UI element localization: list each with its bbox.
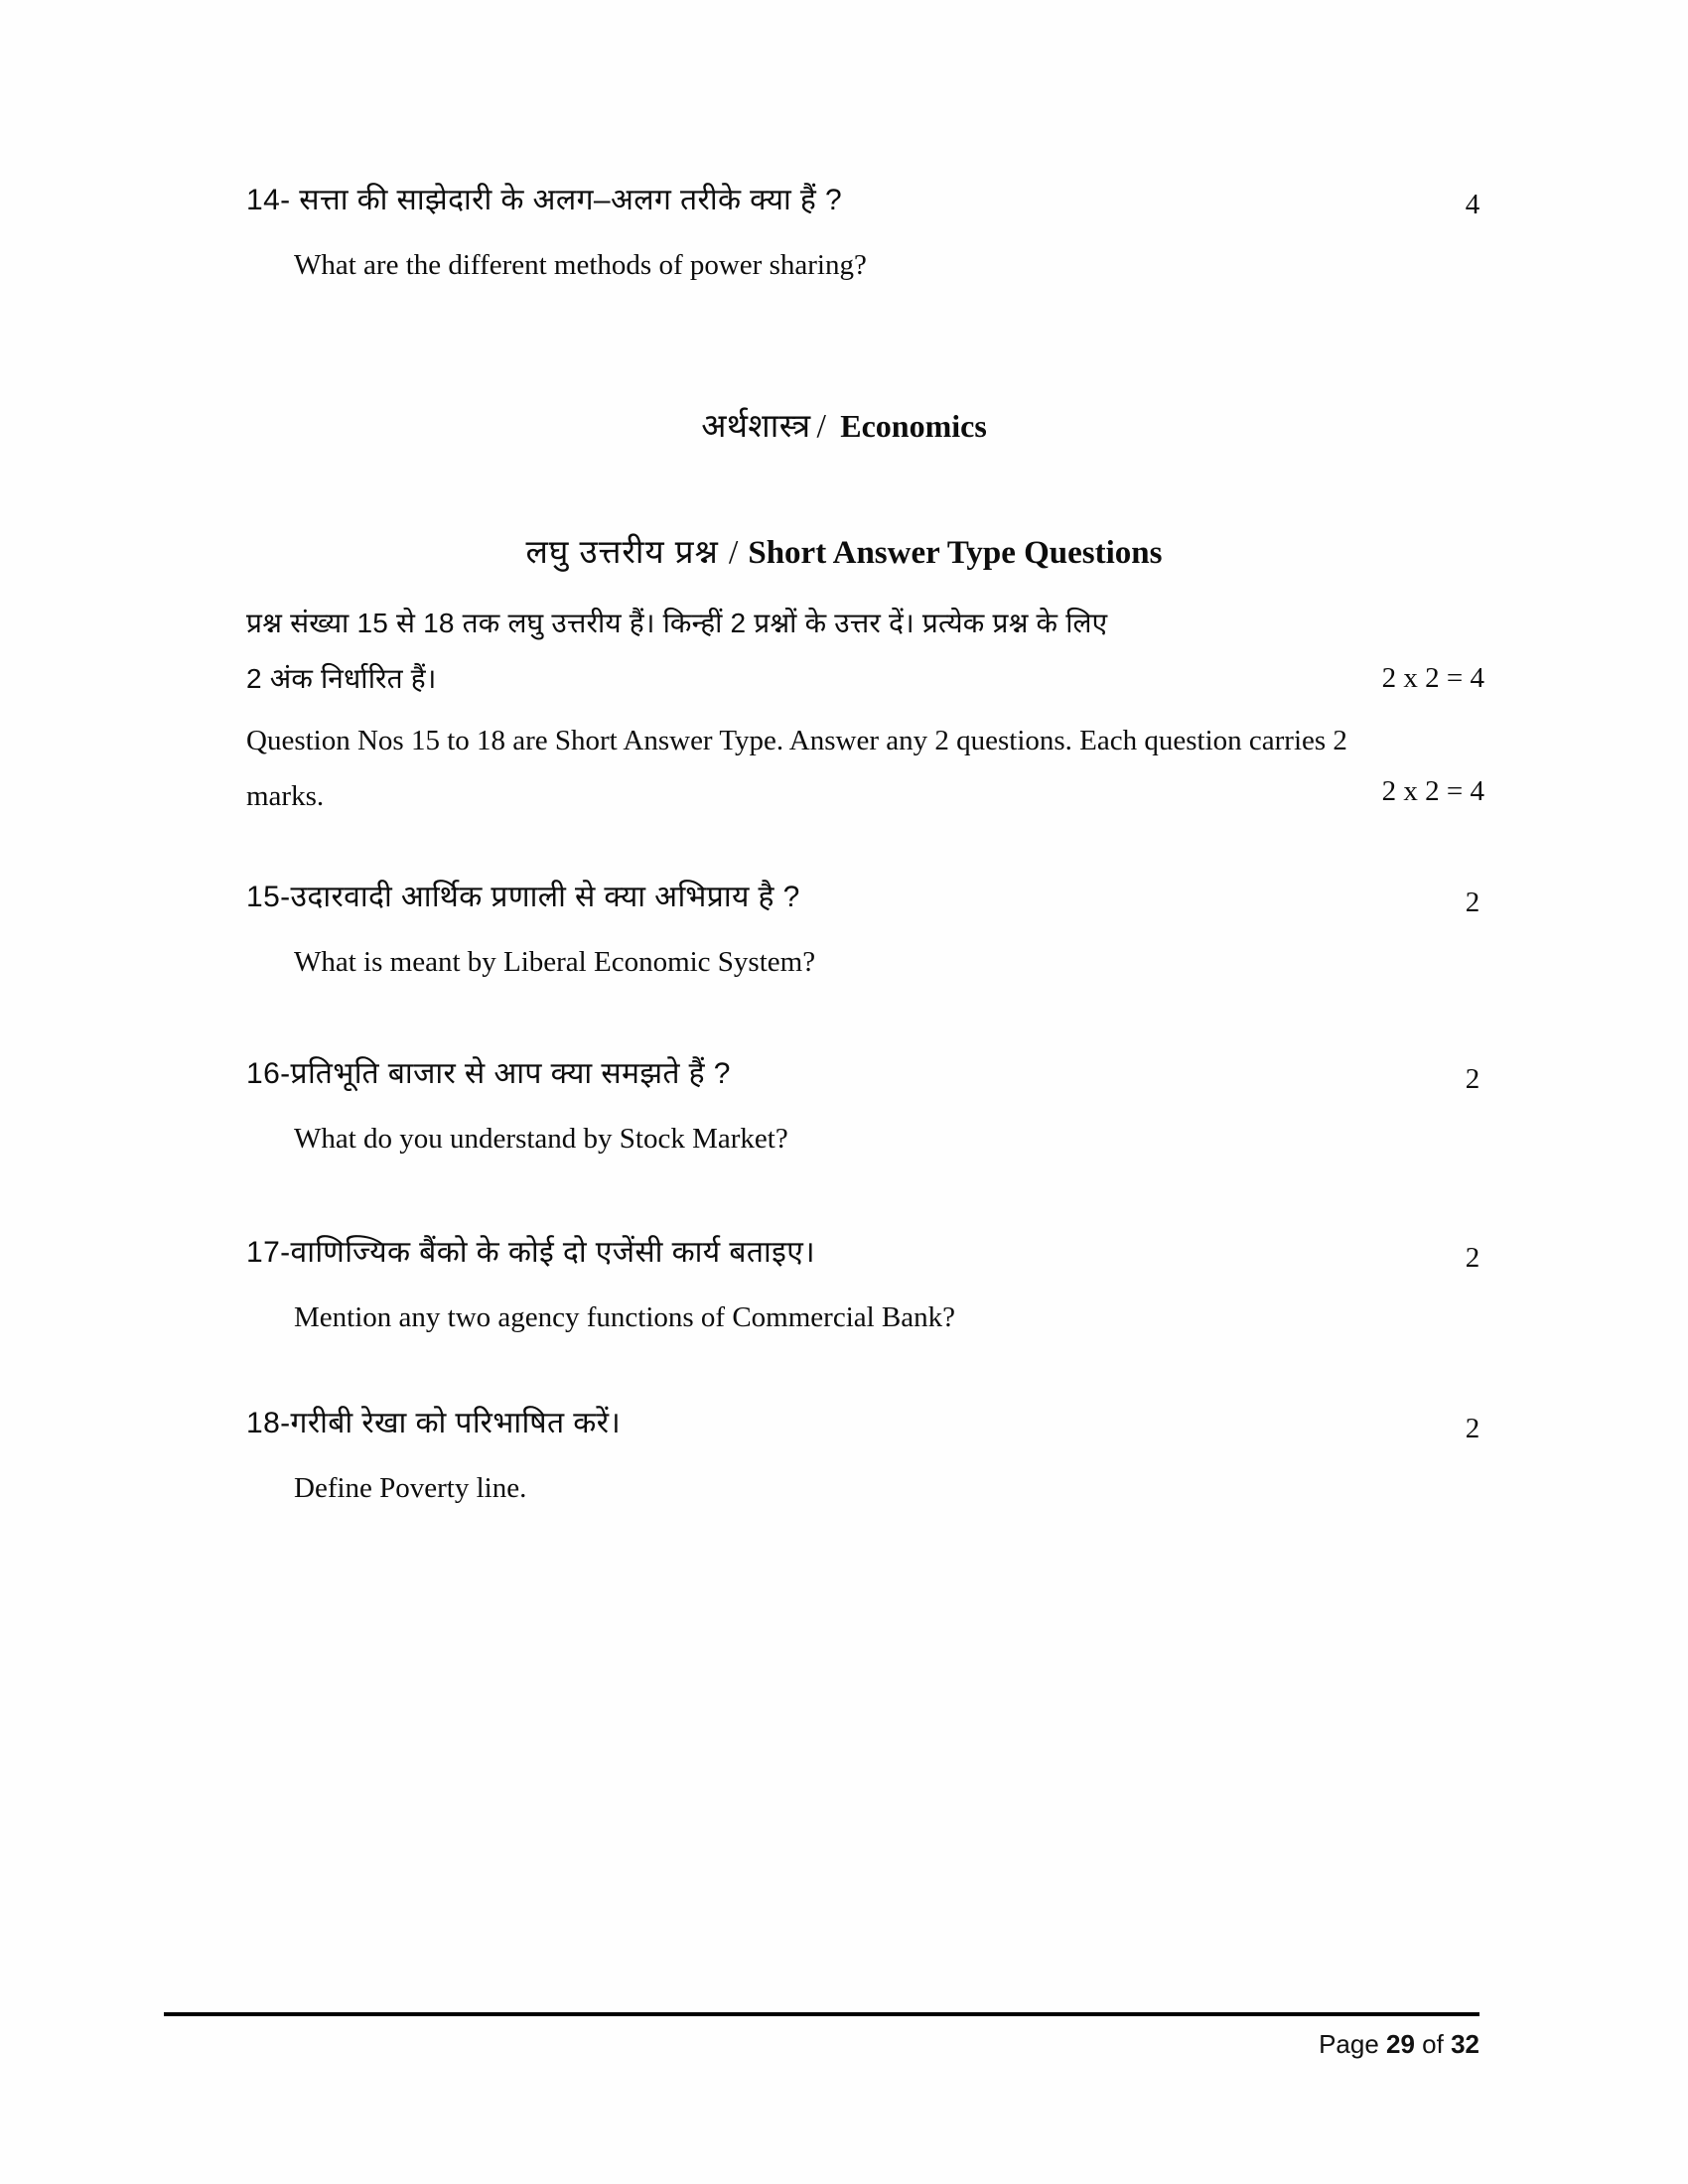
page-number-footer bbox=[1319, 2029, 1479, 2060]
question-17 bbox=[246, 1234, 1484, 1335]
question-16-marks: 2 bbox=[1465, 1063, 1480, 1095]
footer-total-pages: 32 bbox=[1451, 2029, 1479, 2059]
question-17-english-text: Mention any two agency functions of Commercial Bank? bbox=[294, 1300, 956, 1333]
question-14 bbox=[246, 182, 1484, 283]
instruction-hindi-line-1-text: प्रश्न संख्या 15 से 18 तक लघु उत्तरीय हैं। किन्हीं 2 प्रश्नों के उत्तर दें। प्रत्येक प्रश्न के लिए bbox=[246, 608, 1108, 638]
instruction-hindi-line-2 bbox=[246, 658, 1484, 700]
question-15-hindi-text: 15-उदारवादी आर्थिक प्रणाली से क्या अभिप्राय है ? bbox=[246, 881, 800, 913]
question-17-hindi-text: 17-वाणिज्यिक बैंको के कोई दो एजेंसी कार्य बताइए। bbox=[246, 1236, 816, 1269]
question-18-marks: 2 bbox=[1465, 1413, 1480, 1444]
question-18-hindi-text: 18-गरीबी रेखा को परिभाषित करें। bbox=[246, 1407, 622, 1439]
section-heading-separator: / bbox=[728, 534, 739, 571]
instruction-english-line-1-text: Question Nos 15 to 18 are Short Answer Type. Answer any 2 questions. Each question carries 2 bbox=[246, 725, 1347, 756]
footer-page-middle: of bbox=[1414, 2029, 1452, 2059]
subject-heading bbox=[0, 402, 1688, 447]
instruction-english-line-1 bbox=[246, 720, 1484, 763]
section-heading-hindi: लघु उत्तरीय प्रश्न bbox=[525, 533, 719, 570]
question-18 bbox=[246, 1405, 1484, 1506]
question-15-marks: 2 bbox=[1465, 887, 1480, 918]
footer-page-prefix: Page bbox=[1319, 2029, 1387, 2059]
instruction-english-marks: 2 x 2 = 4 bbox=[1381, 774, 1484, 807]
section-heading-english: Short Answer Type Questions bbox=[748, 535, 1163, 571]
question-14-marks: 4 bbox=[1465, 189, 1480, 220]
question-16-english-text: What do you understand by Stock Market? bbox=[294, 1122, 788, 1155]
subject-heading-separator: / bbox=[816, 408, 826, 445]
question-18-english-text: Define Poverty line. bbox=[294, 1471, 527, 1504]
question-16-hindi-text: 16-प्रतिभूति बाजार से आप क्या समझते हैं ? bbox=[246, 1057, 731, 1090]
subject-heading-hindi: अर्थशास्त्र bbox=[701, 407, 811, 444]
question-16 bbox=[246, 1055, 1484, 1157]
instructions-block bbox=[246, 603, 1484, 818]
instruction-hindi-line-1 bbox=[246, 603, 1484, 644]
instruction-hindi-line-2-text: 2 अंक निर्धारित हैं। bbox=[246, 663, 437, 694]
question-17-marks: 2 bbox=[1465, 1242, 1480, 1274]
instruction-english-line-2 bbox=[246, 775, 1484, 819]
subject-heading-english: Economics bbox=[840, 408, 987, 444]
question-15 bbox=[246, 879, 1484, 980]
instruction-hindi-marks: 2 x 2 = 4 bbox=[1381, 662, 1484, 694]
footer-divider bbox=[164, 2012, 1479, 2016]
footer-current-page: 29 bbox=[1386, 2029, 1415, 2059]
question-15-english-text: What is meant by Liberal Economic System? bbox=[294, 945, 816, 978]
question-14-hindi-text: 14- सत्ता की साझेदारी के अलग–अलग तरीके क्या हैं ? bbox=[246, 184, 843, 216]
section-heading bbox=[0, 528, 1688, 573]
instruction-english-line-2-text: marks. bbox=[246, 779, 325, 812]
question-14-english-text: What are the different methods of power sharing? bbox=[294, 248, 867, 281]
